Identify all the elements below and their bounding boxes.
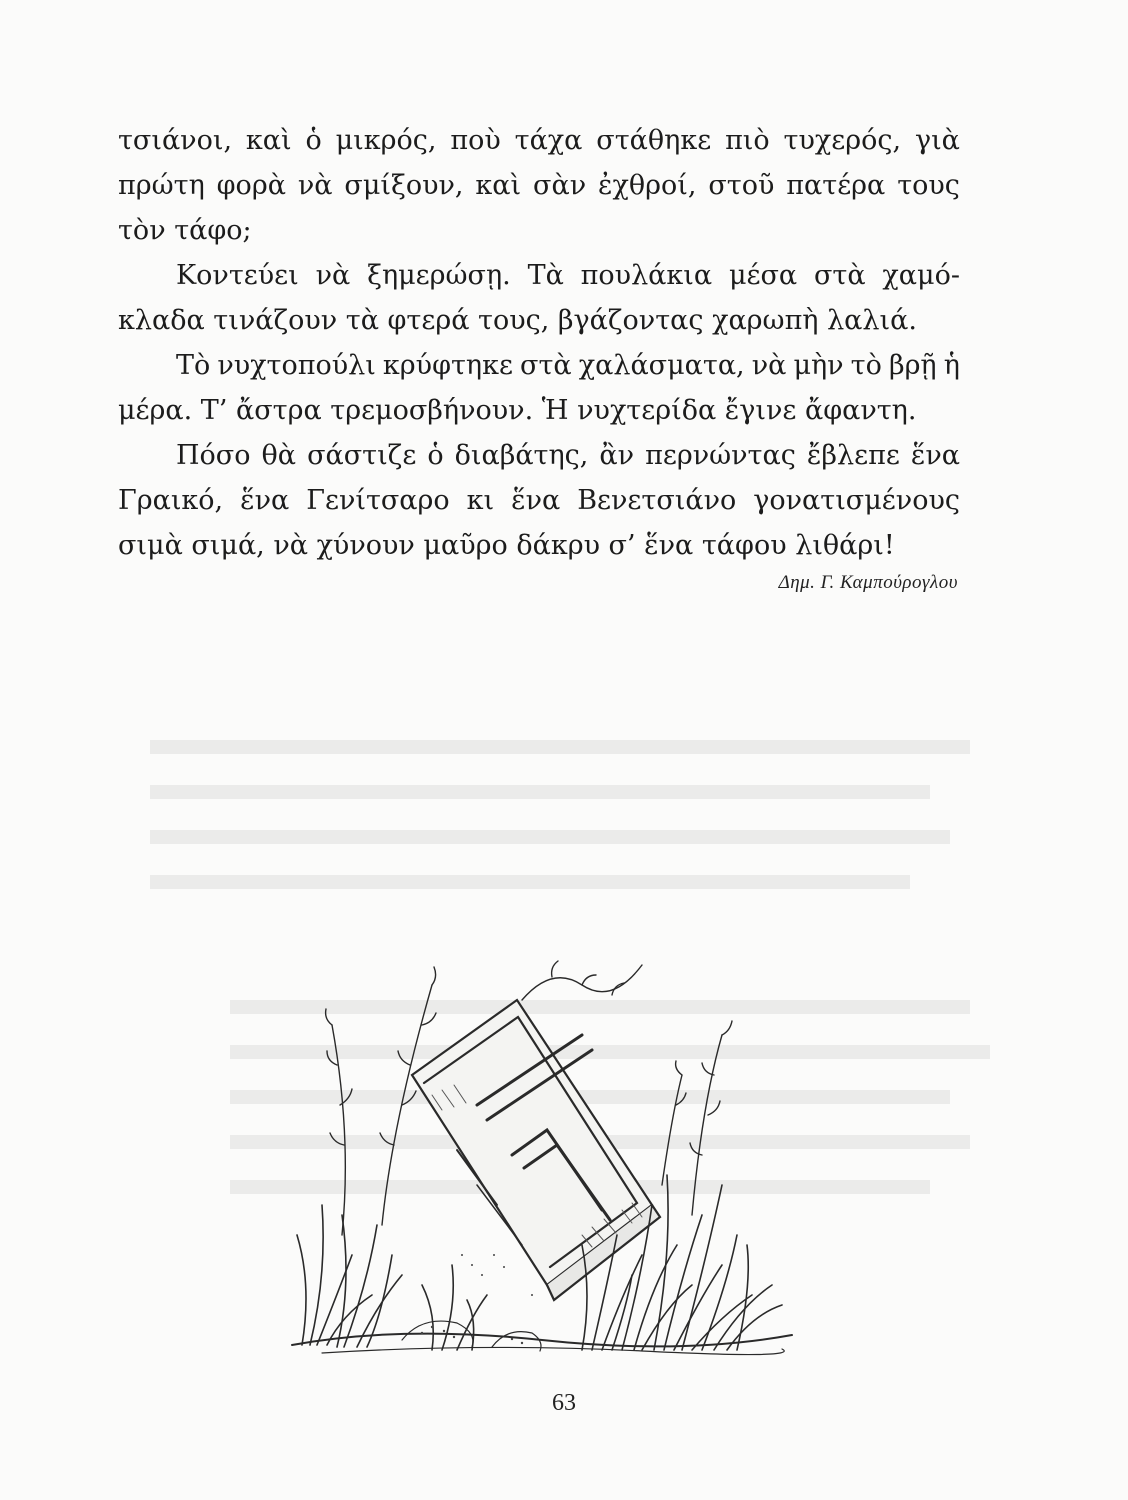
- word: ἡ: [943, 350, 960, 381]
- word: θὰ: [261, 440, 297, 471]
- word: ἐχθροί,: [598, 170, 697, 201]
- word: τσιάνοι,: [118, 125, 233, 156]
- word: χαλάσματα,: [578, 350, 745, 381]
- word: ξημερώσῃ.: [367, 260, 511, 291]
- word: χαμό-: [882, 260, 960, 291]
- word: μικρός,: [335, 125, 437, 156]
- word: Τὸ: [176, 350, 211, 381]
- word: Τὰ: [527, 260, 564, 291]
- text-line: [118, 523, 960, 568]
- word: σάστιζε: [307, 440, 417, 471]
- word: στάθηκε: [596, 125, 712, 156]
- word: τάχα: [514, 125, 583, 156]
- tombstone-illustration: [282, 955, 802, 1360]
- word: νὰ: [751, 350, 787, 381]
- word: Βενετσιάνο: [577, 485, 737, 516]
- word: ἕνα: [511, 485, 561, 516]
- word: γιὰ: [914, 125, 960, 156]
- word: διαβάτης,: [454, 440, 589, 471]
- word: ἕνα: [240, 485, 290, 516]
- page-number: 63: [552, 1390, 576, 1416]
- word: μὴν: [793, 350, 844, 381]
- word: καὶ: [475, 170, 522, 201]
- word: πουλάκια: [580, 260, 713, 291]
- word: ποὺ: [450, 125, 501, 156]
- word: κι: [466, 485, 495, 516]
- text-line-content: σιμὰ σιμά, νὰ χύνουν μαῦρο δάκρυ σ’ ἕνα τάφου λιθάρι!: [118, 530, 895, 561]
- word: μέσα: [728, 260, 798, 291]
- word: πρώτη: [118, 170, 205, 201]
- word: νὰ: [297, 170, 333, 201]
- word: γονατισμένους: [753, 485, 960, 516]
- word: νὰ: [315, 260, 351, 291]
- word: ὁ: [305, 125, 322, 156]
- word: πατέρα: [786, 170, 886, 201]
- word: στὰ: [520, 350, 572, 381]
- text-line-content: τὸν τάφο;: [118, 215, 252, 246]
- text-line: [118, 253, 960, 298]
- text-line-content: μέρα. Τ’ ἄστρα τρεμοσβήνουν. Ἡ νυχτερίδα ἔγινε ἄφαντη.: [118, 395, 917, 426]
- word: σὰν: [533, 170, 587, 201]
- word: βρῇ: [888, 350, 937, 381]
- word: πιὸ: [725, 125, 770, 156]
- text-line-content: κλαδα τινάζουν τὰ φτερά τους, βγάζοντας χαρωπὴ λαλιά.: [118, 305, 917, 336]
- word: φορὰ: [216, 170, 286, 201]
- text-line: [118, 478, 960, 523]
- word: νυχτοπούλι: [217, 350, 376, 381]
- word: Γραικό,: [118, 485, 224, 516]
- word: περνώντας: [645, 440, 796, 471]
- word: Πόσο: [176, 440, 251, 471]
- word: στοῦ: [708, 170, 775, 201]
- word: ἔβλεπε: [806, 440, 900, 471]
- word: τὸ: [850, 350, 882, 381]
- word: ὁ: [427, 440, 444, 471]
- text-line: [118, 388, 960, 433]
- text-line: [118, 208, 960, 253]
- word: τους: [897, 170, 960, 201]
- word: Κοντεύει: [176, 260, 299, 291]
- word: τυχερός,: [783, 125, 902, 156]
- word: Γενίτσαρο: [306, 485, 450, 516]
- body-text: [118, 118, 960, 568]
- word: καὶ: [245, 125, 292, 156]
- text-line: [118, 163, 960, 208]
- word: σμίξουν,: [344, 170, 464, 201]
- author-signature: Δημ. Γ. Καμπούρογλου: [778, 572, 958, 593]
- word: ἂν: [599, 440, 635, 471]
- text-line: [118, 298, 960, 343]
- text-line: [118, 343, 960, 388]
- text-line: [118, 118, 960, 163]
- word: στὰ: [813, 260, 866, 291]
- text-line: [118, 433, 960, 478]
- word: ἕνα: [910, 440, 960, 471]
- word: κρύφτηκε: [382, 350, 513, 381]
